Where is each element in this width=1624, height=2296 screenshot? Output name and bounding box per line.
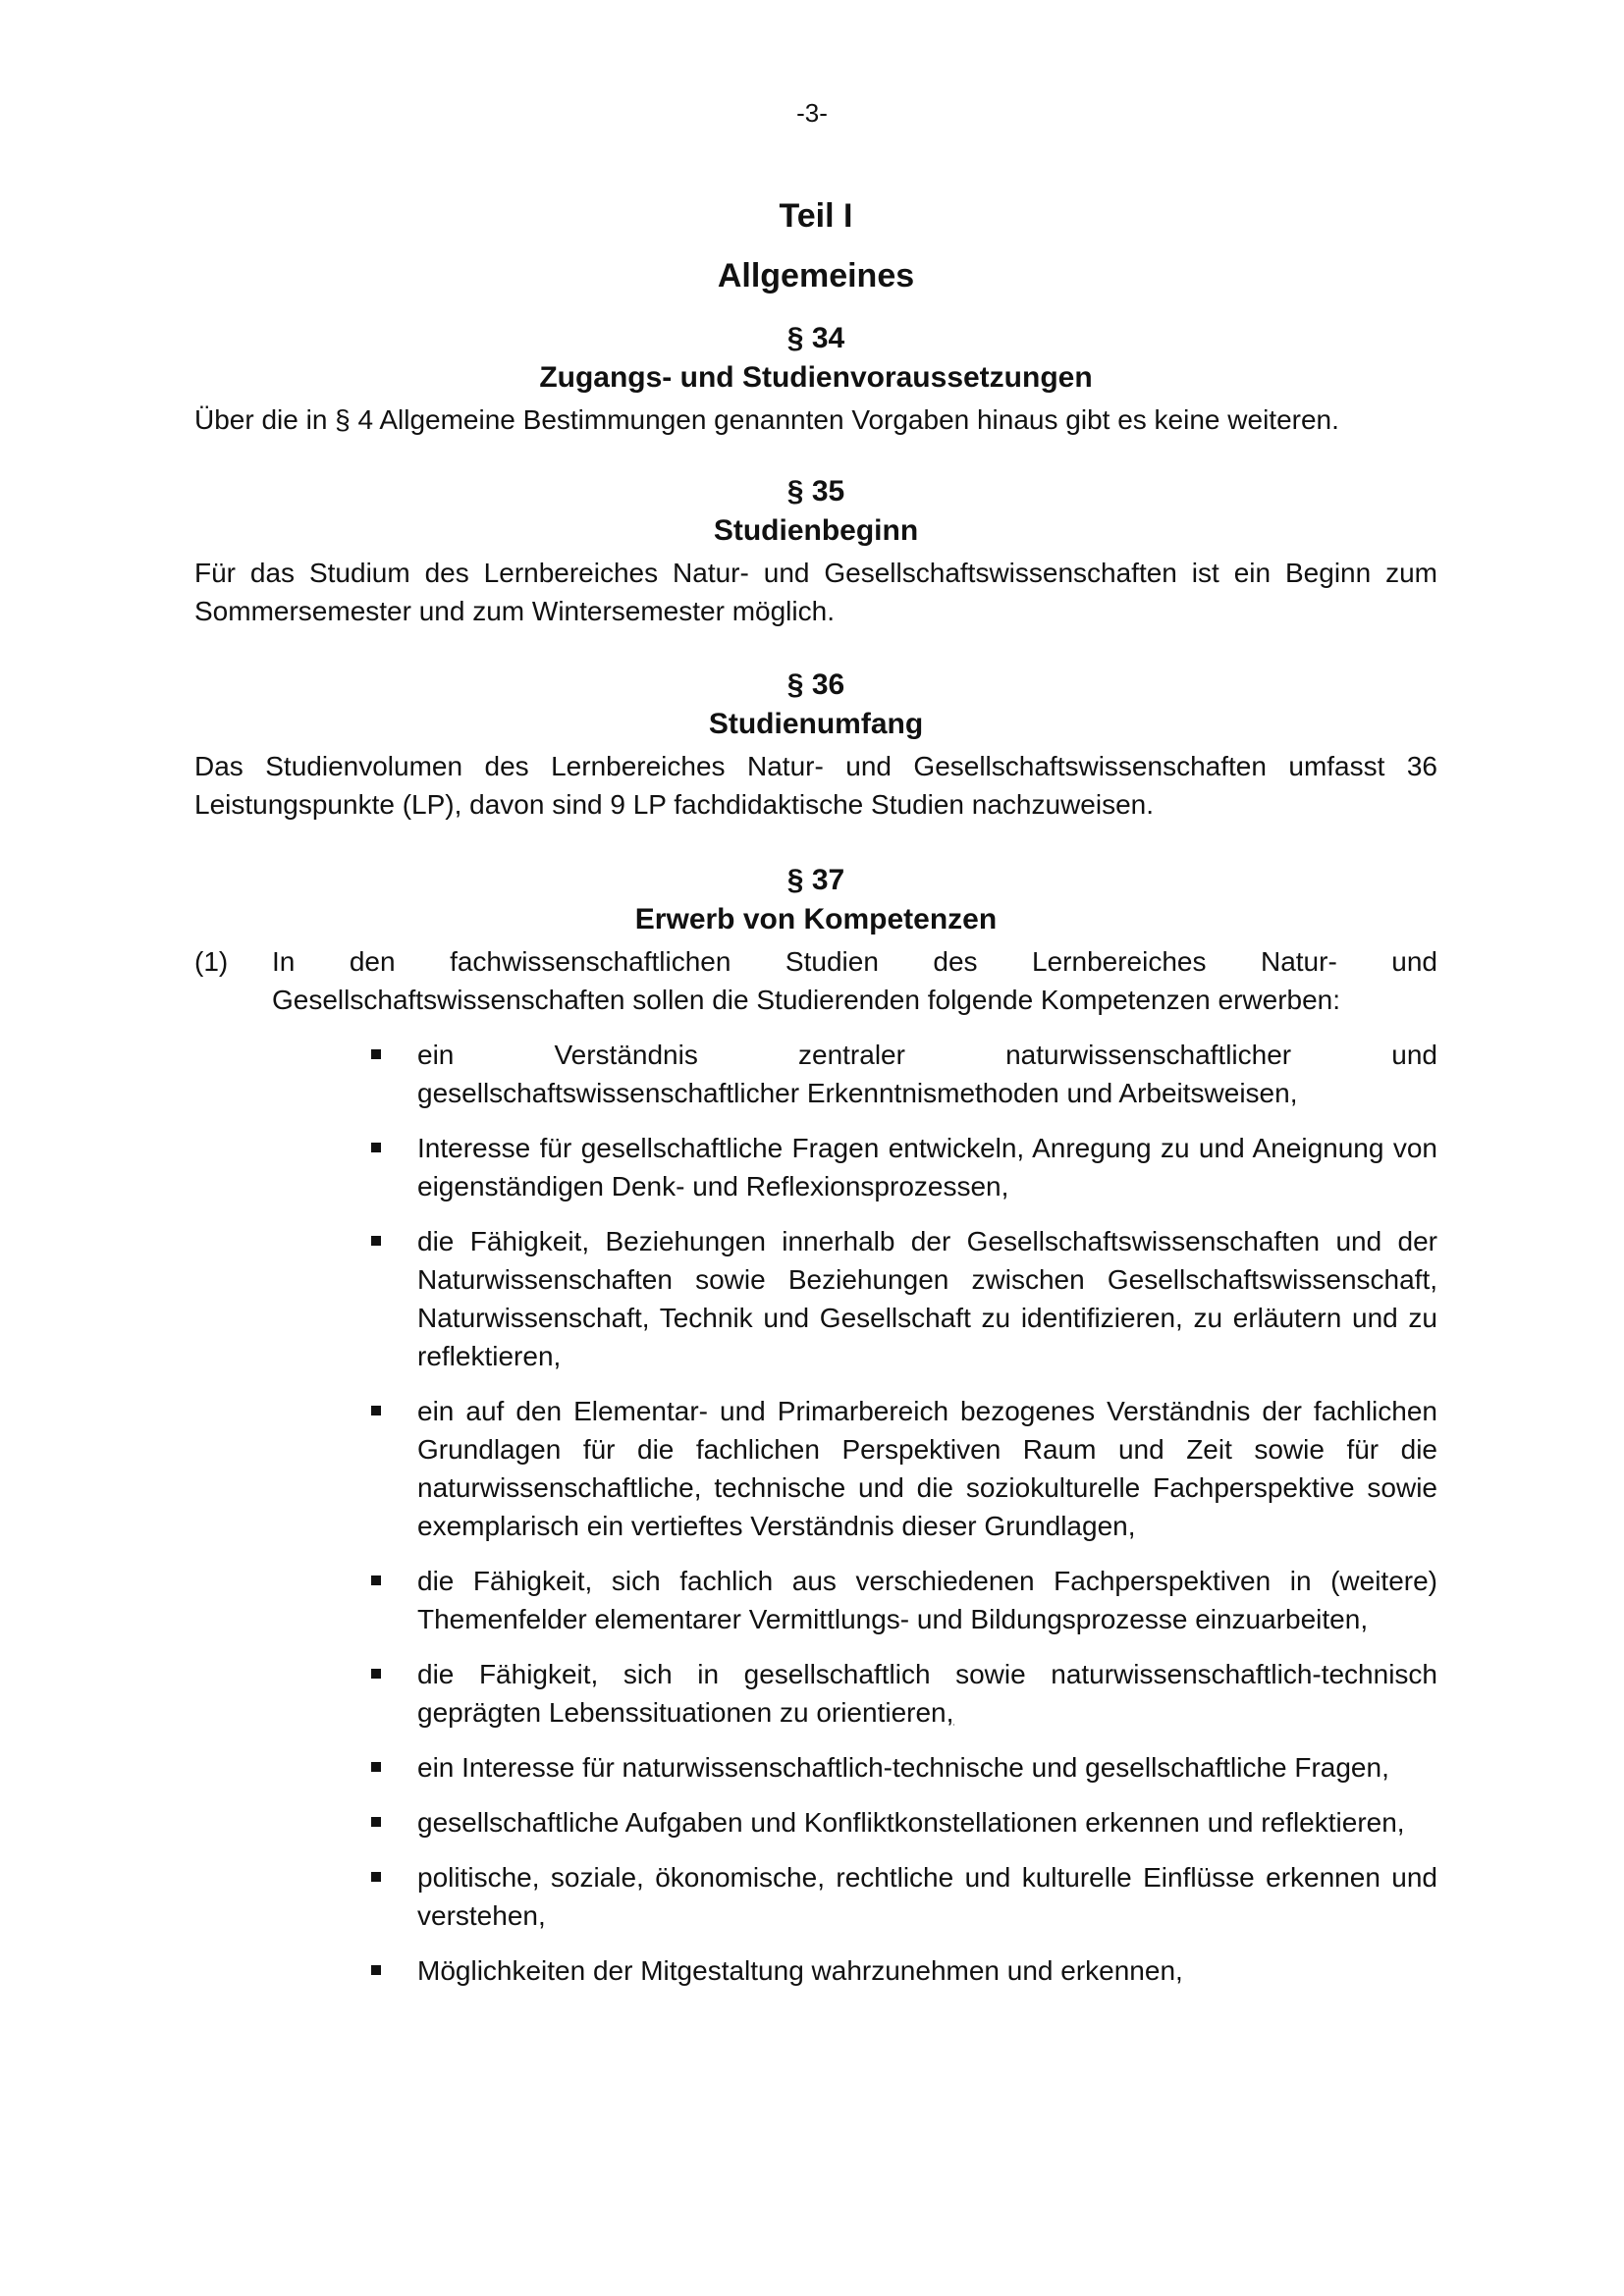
section-text: Das Studienvolumen des Lernbereiches Natur- und Gesellschaftswissenschaften umfasst 36 Leistungspunkte (LP), davon sind 9 LP fachdidaktische Studien nachzuweisen. xyxy=(194,751,1437,820)
section-number: § 36 xyxy=(786,668,845,701)
list-item-text: Interesse für gesellschaftliche Fragen entwickeln, Anregung zu und Aneignung von eigenständigen Denk- und Reflexionsprozessen, xyxy=(417,1133,1437,1201)
paragraph-text: In den fachwissenschaftlichen Studien des Lernbereiches Natur- und Gesellschaftswissenschaften sollen die Studierenden folgende Kompetenzen erwerben: xyxy=(272,946,1437,1015)
page-number: -3- xyxy=(796,98,828,128)
list-item xyxy=(417,1222,1437,1375)
list-item xyxy=(417,1655,1437,1732)
section-text: Über die in § 4 Allgemeine Bestimmungen genannten Vorgaben hinaus gibt es keine weiteren. xyxy=(194,404,1339,435)
square-bullet-icon xyxy=(371,1236,381,1246)
competence-list xyxy=(272,1036,1437,1990)
list-item xyxy=(417,1951,1437,1990)
section-title: Studienbeginn xyxy=(713,514,919,547)
section-34 xyxy=(194,319,1437,439)
list-item-text: ein auf den Elementar- und Primarbereich bezogenes Verständnis der fachlichen Grundlagen für die fachlichen Perspektiven Raum und Zeit sowie für die naturwissenschaftliche, technische und die soziokulturelle Fachperspektive sowie exemplarisch ein vertieftes Verständnis dieser Grundlagen, xyxy=(417,1396,1437,1541)
list-item xyxy=(417,1562,1437,1638)
square-bullet-icon xyxy=(371,1872,381,1882)
section-number: § 34 xyxy=(786,322,845,354)
underlined-comma: , xyxy=(946,1697,954,1728)
list-item-text: ein Interesse für naturwissenschaftlich-technische und gesellschaftliche Fragen, xyxy=(417,1752,1389,1783)
section-37 xyxy=(194,861,1437,1990)
list-item xyxy=(417,1858,1437,1935)
section-35 xyxy=(194,472,1437,630)
section-title: Zugangs- und Studienvoraussetzungen xyxy=(539,361,1093,394)
section-number: § 37 xyxy=(786,864,845,896)
section-text: Für das Studium des Lernbereiches Natur- und Gesellschaftswissenschaften ist ein Beginn zum Sommersemester und zum Wintersemester möglich. xyxy=(194,558,1437,626)
list-item-text: ein Verständnis zentraler naturwissenschaftlicher und gesellschaftswissenschaftlicher Erkenntnismethoden und Arbeitsweisen, xyxy=(417,1040,1437,1108)
square-bullet-icon xyxy=(371,1049,381,1059)
part-number: Teil I xyxy=(779,197,853,235)
list-item-text: gesellschaftliche Aufgaben und Konfliktkonstellationen erkennen und reflektieren, xyxy=(417,1807,1405,1838)
list-item-text: politische, soziale, ökonomische, rechtliche und kulturelle Einflüsse erkennen und verstehen, xyxy=(417,1862,1437,1931)
list-item xyxy=(417,1129,1437,1205)
section-number: § 35 xyxy=(786,475,845,507)
square-bullet-icon xyxy=(371,1817,381,1827)
list-item-text: die Fähigkeit, sich fachlich aus verschiedenen Fachperspektiven in (weitere) Themenfelder elementarer Vermittlungs- und Bildungsprozesse einzuarbeiten, xyxy=(417,1566,1437,1634)
square-bullet-icon xyxy=(371,1762,381,1772)
square-bullet-icon xyxy=(371,1143,381,1152)
list-item-text: Möglichkeiten der Mitgestaltung wahrzunehmen und erkennen, xyxy=(417,1955,1183,1986)
square-bullet-icon xyxy=(371,1406,381,1415)
paragraph-number: (1) xyxy=(194,946,229,977)
section-36 xyxy=(194,666,1437,824)
part-title: Allgemeines xyxy=(717,257,915,294)
page-content xyxy=(194,190,1437,2006)
numbered-paragraph xyxy=(194,942,1437,1990)
list-item xyxy=(417,1748,1437,1787)
section-title: Erwerb von Kompetenzen xyxy=(634,903,998,935)
square-bullet-icon xyxy=(371,1965,381,1975)
list-item xyxy=(417,1392,1437,1545)
list-item xyxy=(417,1036,1437,1112)
list-item-text: die Fähigkeit, sich in gesellschaftlich sowie naturwissenschaftlich-technisch geprägten Lebenssituationen zu orientieren xyxy=(417,1659,1437,1728)
square-bullet-icon xyxy=(371,1669,381,1679)
section-title: Studienumfang xyxy=(708,708,924,740)
list-item-text: die Fähigkeit, Beziehungen innerhalb der Gesellschaftswissenschaften und der Naturwissenschaften sowie Beziehungen zwischen Gesellschaftswissenschaft, Naturwissenschaft, Technik und Gesellschaft zu identifizieren, zu erläutern und zu reflektieren, xyxy=(417,1226,1437,1371)
square-bullet-icon xyxy=(371,1575,381,1585)
list-item xyxy=(417,1803,1437,1842)
